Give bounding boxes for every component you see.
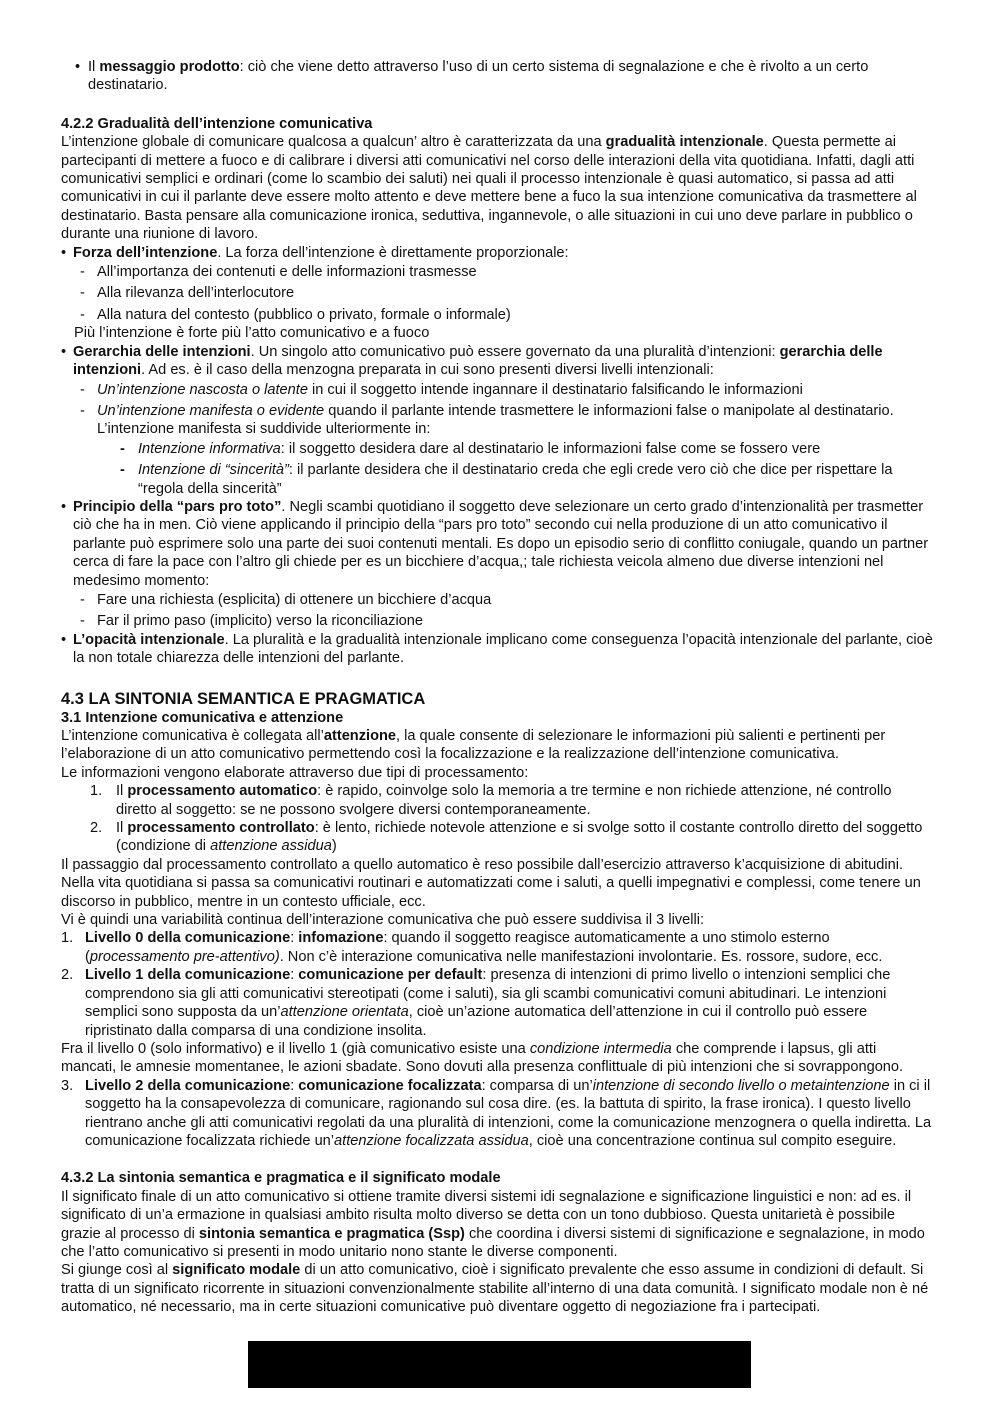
paragraph: Il significato finale di un atto comunicativo si ottiene tramite diversi sistemi idi segnalazione e significazione linguistici e non: ad es. il significato di un’a ermazione in qualsiasi ambito risulta molto diverso se detta con un tono dubbioso. Questa unitarietà è possibile grazie al processo di sintonia semantica e pragmatica (Ssp) che coordina i diversi sistemi di significazione e segnalazione, in modo che l’atto comunicativo si presenti in modo unitario nono stante le diverse componenti. bbox=[61, 1188, 925, 1260]
intro-bullet: • Il messaggio prodotto: ciò che viene detto attraverso l’uso di un certo sistema di segnalazione e che è rivolto a un certo destinatario. bbox=[61, 58, 933, 95]
section-4-3-2 bbox=[61, 1169, 933, 1316]
paragraph: L’intenzione globale di comunicare qualcosa a qualcun’ altro è caratterizzata da una gradualità intenzionale. Questa permette ai partecipanti di mettere a fuoco e di calibrare i diversi atti comunicativi nel corso delle interazioni della vita quotidiana. Infatti, dagli atti comunicativi semplici e ordinari (come lo scambio dei saluti) nei quali il processo intenzionale è quasi automatico, si passa ad atti comunicativi in cui il parlante deve essere molto attento e deve mettere bene a fuco la sua intenzione comunicativa da trasmettere al destinatario. Basta pensare alla comunicazione ironica, seduttiva, ingannevole, o alle situazioni in cui uno deve parlare in pubblico o durante una riunione di lavoro. bbox=[61, 134, 917, 243]
paragraph: Si giunge così al significato modale di un atto comunicativo, cioè i significato prevalente che esso assume in condizioni di default. Si tratta di un significato ricorrente in situazioni convenzionalmente stabilite all’interno di una data comunità. I significato modale non è né automatico, né necessario, ma in certe situazioni comunicative può diventare oggetto di negoziazione fra i partecipati. bbox=[61, 1262, 929, 1316]
paragraph: Fra il livello 0 (solo informativo) e il livello 1 (già comunicativo esiste una condizione intermedia che comprende i lapsus, gli atti mancati, le amnesie momentanee, le azioni sbadate. Sono dovuti alla presenza conflittuale di più intenzioni che si sovrappongono. bbox=[61, 1040, 904, 1076]
paragraph: Le informazioni vengono elaborate attraverso due tipi di processamento: bbox=[61, 764, 529, 781]
numbered-item: 2. Il processamento controllato: è lento, richiede notevole attenzione e si svolge sotto il costante controllo diretto del soggetto (condizione di attenzione assidua) bbox=[90, 820, 923, 855]
bullet-opacita: • L’opacità intenzionale. La pluralità e la gradualità intenzionale implicano come conseguenza l’opacità intenzionale del parlante, cioè la non totale chiarezza delle intenzioni del parlante. bbox=[61, 631, 933, 668]
section-4-3 bbox=[61, 689, 933, 1151]
bullet-gerarchia: • Gerarchia delle intenzioni. Un singolo atto comunicativo può essere governato da una pluralità d’intenzioni: gerarchia delle intenzioni. Ad es. è il caso della menzogna preparata in cui sono presenti diversi livelli intenzionali: bbox=[61, 343, 933, 380]
bullet-forza: • Forza dell’intenzione. La forza dell’intenzione è direttamente proporzionale: bbox=[61, 244, 933, 262]
bullet-pars-pro-toto: • Principio della “pars pro toto”. Negli scambi quotidiano il soggetto deve selezionare un certo grado d’intenzionalità per trasmetter ciò che ha in men. Ciò viene applicando il principio della “pars pro toto” secondo cui nella produzione di un atto comunicativo il parlante può esprimere solo una parte dei suoi contenuti mentali. Es dopo un episodio serio di conflitto coniugale, quando un partner cerca di fare la pace con l’altro gli chiede per es un bicchiere d’acqua,; tale richiesta veicola almeno due diverse intenzioni nel medesimo momento: bbox=[61, 498, 933, 590]
section-4-2-2 bbox=[61, 115, 933, 668]
dash-item: - All’importanza dei contenuti e delle informazioni trasmesse bbox=[61, 263, 933, 281]
bullet-continuation: Più l’intenzione è forte più l’atto comunicativo e a fuoco bbox=[74, 325, 430, 342]
section-heading: 4.2.2 Gradualità dell’intenzione comunicativa bbox=[61, 115, 373, 132]
section-title: 4.3 LA SINTONIA SEMANTICA E PRAGMATICA bbox=[61, 689, 426, 708]
dash-item: - Un’intenzione nascosta o latente in cui il soggetto intende ingannare il destinatario falsificando le informazioni bbox=[61, 381, 933, 399]
subsection-heading: 3.1 Intenzione comunicativa e attenzione bbox=[61, 709, 344, 726]
paragraph: Vi è quindi una variabilità continua dell’interazione comunicativa che può essere suddivisa il 3 livelli: bbox=[61, 912, 705, 929]
dash-item: - Alla rilevanza dell’interlocutore bbox=[61, 284, 933, 302]
dash-item: - Alla natura del contesto (pubblico o privato, formale o informale) bbox=[61, 306, 933, 324]
level-item: 2. Livello 1 della comunicazione: comunicazione per default: presenza di intenzioni di primo livello o intenzioni semplici che comprendono sia gli atti comunicativi stereotipati (come i saluti), sia gli scambi comunicativi comuni abitudinari. Le intenzioni semplici sono supposta da un’attenzione orientata, cioè un’azione automatica dell’attenzione in cui il controllo può essere ripristinato dalla comparsa di una condizione insolita. bbox=[61, 967, 891, 1039]
dash-item: - Fare una richiesta (esplicita) di ottenere un bicchiere d’acqua bbox=[61, 591, 933, 609]
paragraph: Il passaggio dal processamento controllato a quello automatico è reso possibile dall’esercizio attraverso k’acquisizione di abitudini. Nella vita quotidiana si passa sa comunicativi routinari e automatizzati come i saluti, a quelli impegnativi e complessi, come tenere un discorso in pubblico, mentre in un contesto ufficiale, ecc. bbox=[61, 856, 921, 910]
level-item: 1. Livello 0 della comunicazione: infomazione: quando il soggetto reagisce automaticamente a uno stimolo esterno (processamento pre-attentivo). Non c’è interazione comunicativa nelle manifestazioni involontarie. Es. rossore, sudore, ecc. bbox=[61, 930, 883, 965]
dash-item: - Far il primo paso (implicito) verso la riconciliazione bbox=[61, 612, 933, 630]
numbered-item: 1. Il processamento automatico: è rapido, coinvolge solo la memoria a tre termine e non richiede attenzione, né controllo diretto al soggetto: se ne possono svolgere diversi contemporaneamente. bbox=[90, 783, 892, 818]
dash-continuation: L’intenzione manifesta si suddivide ulteriormente in: bbox=[97, 421, 431, 438]
section-heading: 4.3.2 La sintonia semantica e pragmatica e il significato modale bbox=[61, 1170, 501, 1187]
sub-dash-item: - Intenzione di “sincerità”: il parlante desidera che il destinatario creda che egli crede vero ciò che dice per rispettare la “regola della sincerità” bbox=[61, 461, 933, 498]
level-item: 3. Livello 2 della comunicazione: comunicazione focalizzata: comparsa di un’intenzione di secondo livello o metaintenzione in ci il soggetto ha la consapevolezza di comunicare, ragionando sul cosa dire. (es. la battuta di spirito, la frase ironica). I questo livello rientrano anche gli atti comunicativi regolati da una pluralità di intenzioni, come la comunicazione menzognera o quella indiretta. La comunicazione focalizzata richiede un’attenzione focalizzata assidua, cioè una concentrazione continua sul compito eseguire. bbox=[61, 1077, 932, 1149]
sub-dash-item: - Intenzione informativa: il soggetto desidera dare al destinatario le informazioni false come se fossero vere bbox=[61, 440, 933, 458]
dash-item: - Un’intenzione manifesta o evidente quando il parlante intende trasmettere le informazioni false o manipolate al destinatario. bbox=[61, 402, 933, 420]
document-page bbox=[61, 58, 933, 1317]
paragraph: L’intenzione comunicativa è collegata all’attenzione, la quale consente di selezionare le informazioni più salienti e pertinenti per l’elaborazione di un atto comunicativo permettendo così la focalizzazione e la realizzazione dell’intenzione comunicativa. bbox=[61, 728, 886, 763]
footer-redaction-bar bbox=[248, 1341, 751, 1388]
